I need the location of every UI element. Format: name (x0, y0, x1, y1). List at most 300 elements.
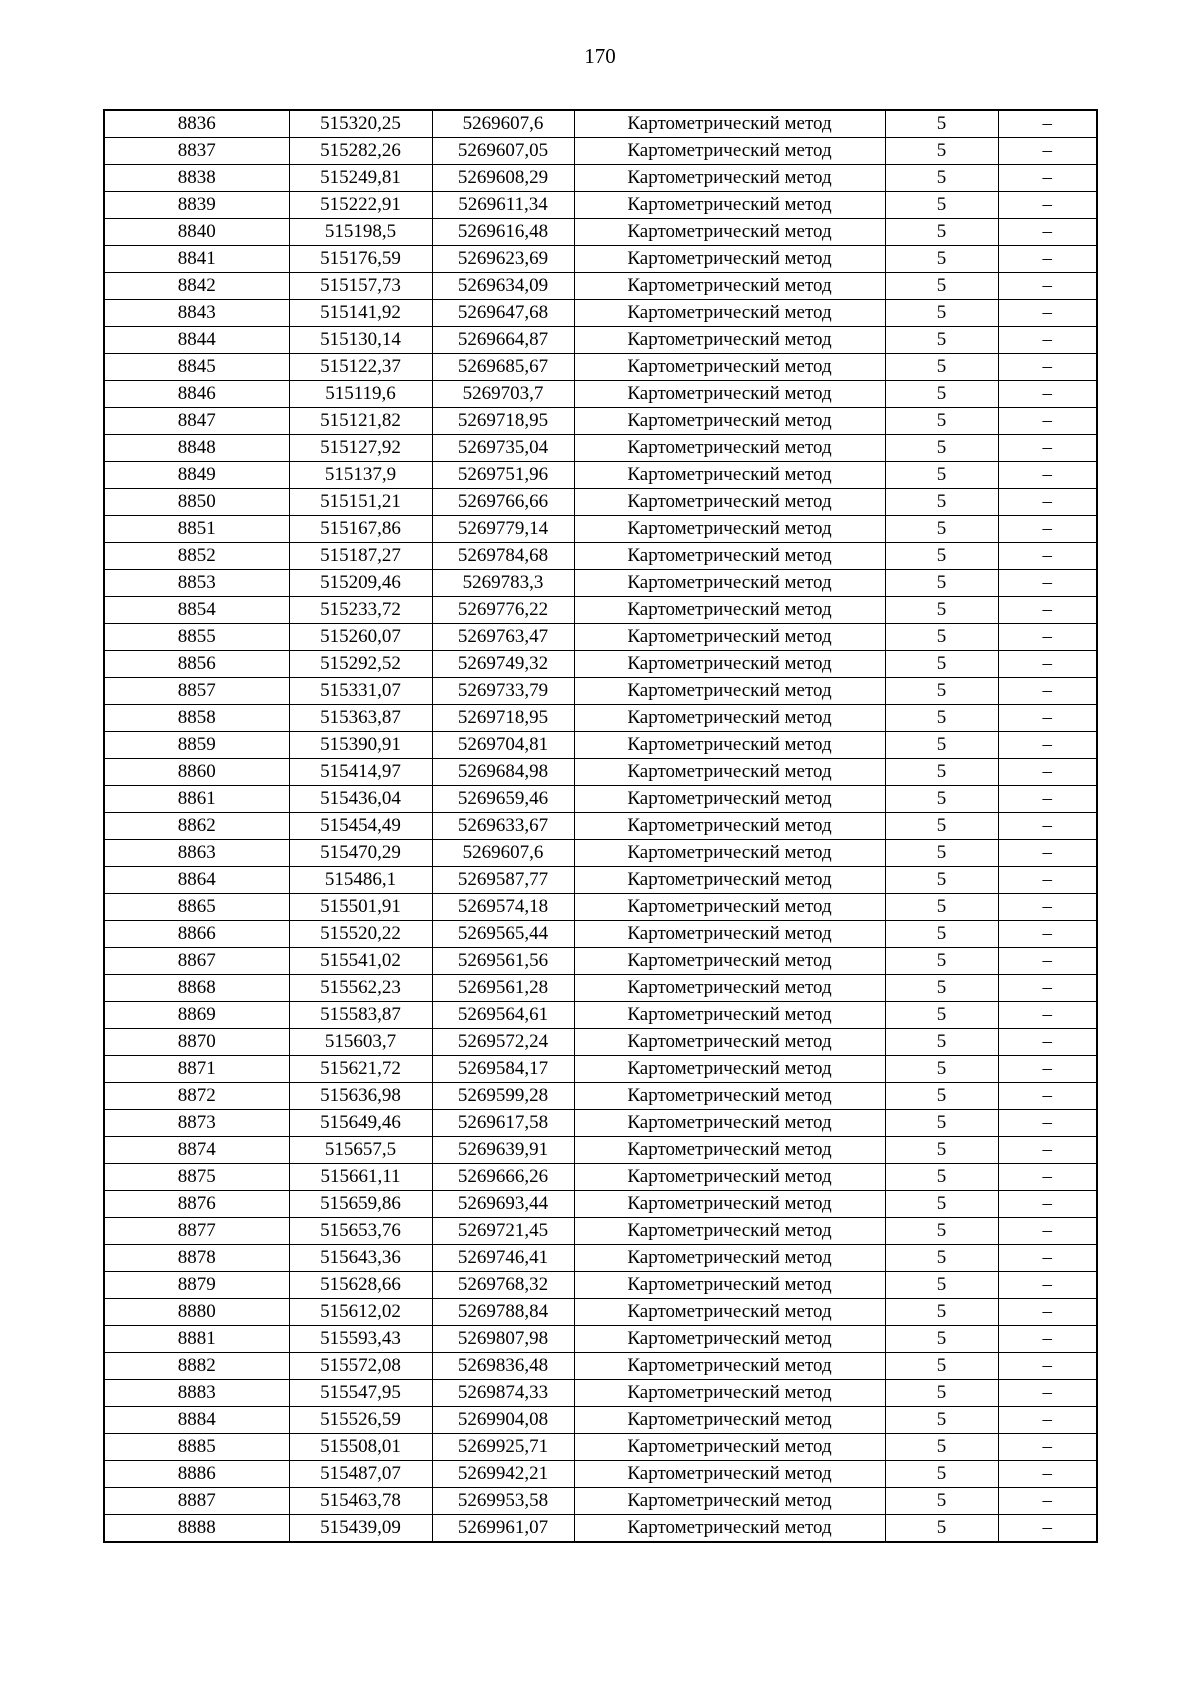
table-row (104, 1461, 1097, 1488)
method-cell: Картометрический метод (574, 813, 885, 840)
note-cell: – (998, 462, 1097, 489)
x-coordinate-cell: 515593,43 (289, 1326, 432, 1353)
point-number-cell: 8871 (104, 1056, 289, 1083)
note-cell: – (998, 678, 1097, 705)
note-cell: – (998, 1083, 1097, 1110)
accuracy-cell: 5 (885, 435, 998, 462)
method-cell: Картометрический метод (574, 921, 885, 948)
method-cell: Картометрический метод (574, 1299, 885, 1326)
y-coordinate-cell: 5269587,77 (432, 867, 574, 894)
point-number-cell: 8885 (104, 1434, 289, 1461)
point-number-cell: 8839 (104, 192, 289, 219)
x-coordinate-cell: 515487,07 (289, 1461, 432, 1488)
method-cell: Картометрический метод (574, 1137, 885, 1164)
x-coordinate-cell: 515643,36 (289, 1245, 432, 1272)
x-coordinate-cell: 515209,46 (289, 570, 432, 597)
method-cell: Картометрический метод (574, 1191, 885, 1218)
y-coordinate-cell: 5269623,69 (432, 246, 574, 273)
note-cell: – (998, 1218, 1097, 1245)
table-row (104, 327, 1097, 354)
note-cell: – (998, 1164, 1097, 1191)
note-cell: – (998, 651, 1097, 678)
table-row (104, 1515, 1097, 1543)
table-row (104, 543, 1097, 570)
x-coordinate-cell: 515562,23 (289, 975, 432, 1002)
method-cell: Картометрический метод (574, 1434, 885, 1461)
method-cell: Картометрический метод (574, 1461, 885, 1488)
x-coordinate-cell: 515657,5 (289, 1137, 432, 1164)
accuracy-cell: 5 (885, 219, 998, 246)
table-row (104, 1056, 1097, 1083)
y-coordinate-cell: 5269584,17 (432, 1056, 574, 1083)
method-cell: Картометрический метод (574, 570, 885, 597)
note-cell: – (998, 381, 1097, 408)
x-coordinate-cell: 515649,46 (289, 1110, 432, 1137)
table-row (104, 138, 1097, 165)
y-coordinate-cell: 5269953,58 (432, 1488, 574, 1515)
note-cell: – (998, 894, 1097, 921)
accuracy-cell: 5 (885, 408, 998, 435)
y-coordinate-cell: 5269659,46 (432, 786, 574, 813)
note-cell: – (998, 786, 1097, 813)
accuracy-cell: 5 (885, 813, 998, 840)
y-coordinate-cell: 5269572,24 (432, 1029, 574, 1056)
x-coordinate-cell: 515137,9 (289, 462, 432, 489)
accuracy-cell: 5 (885, 273, 998, 300)
table-row (104, 219, 1097, 246)
x-coordinate-cell: 515363,87 (289, 705, 432, 732)
point-number-cell: 8859 (104, 732, 289, 759)
method-cell: Картометрический метод (574, 219, 885, 246)
method-cell: Картометрический метод (574, 1407, 885, 1434)
x-coordinate-cell: 515119,6 (289, 381, 432, 408)
note-cell: – (998, 1110, 1097, 1137)
note-cell: – (998, 597, 1097, 624)
method-cell: Картометрический метод (574, 1002, 885, 1029)
note-cell: – (998, 1245, 1097, 1272)
point-number-cell: 8863 (104, 840, 289, 867)
accuracy-cell: 5 (885, 1326, 998, 1353)
y-coordinate-cell: 5269784,68 (432, 543, 574, 570)
y-coordinate-cell: 5269718,95 (432, 408, 574, 435)
method-cell: Картометрический метод (574, 381, 885, 408)
table-row (104, 597, 1097, 624)
accuracy-cell: 5 (885, 651, 998, 678)
accuracy-cell: 5 (885, 489, 998, 516)
x-coordinate-cell: 515541,02 (289, 948, 432, 975)
accuracy-cell: 5 (885, 1515, 998, 1543)
accuracy-cell: 5 (885, 1407, 998, 1434)
method-cell: Картометрический метод (574, 138, 885, 165)
method-cell: Картометрический метод (574, 624, 885, 651)
point-number-cell: 8842 (104, 273, 289, 300)
accuracy-cell: 5 (885, 1245, 998, 1272)
method-cell: Картометрический метод (574, 678, 885, 705)
method-cell: Картометрический метод (574, 867, 885, 894)
note-cell: – (998, 327, 1097, 354)
y-coordinate-cell: 5269616,48 (432, 219, 574, 246)
accuracy-cell: 5 (885, 1299, 998, 1326)
point-number-cell: 8860 (104, 759, 289, 786)
y-coordinate-cell: 5269633,67 (432, 813, 574, 840)
accuracy-cell: 5 (885, 1461, 998, 1488)
x-coordinate-cell: 515547,95 (289, 1380, 432, 1407)
table-row (104, 1353, 1097, 1380)
x-coordinate-cell: 515612,02 (289, 1299, 432, 1326)
method-cell: Картометрический метод (574, 462, 885, 489)
y-coordinate-cell: 5269904,08 (432, 1407, 574, 1434)
method-cell: Картометрический метод (574, 489, 885, 516)
note-cell: – (998, 759, 1097, 786)
point-number-cell: 8853 (104, 570, 289, 597)
note-cell: – (998, 921, 1097, 948)
accuracy-cell: 5 (885, 948, 998, 975)
accuracy-cell: 5 (885, 1488, 998, 1515)
method-cell: Картометрический метод (574, 1380, 885, 1407)
accuracy-cell: 5 (885, 1191, 998, 1218)
table-row (104, 1110, 1097, 1137)
note-cell: – (998, 489, 1097, 516)
table-row (104, 1380, 1097, 1407)
table-row (104, 110, 1097, 138)
method-cell: Картометрический метод (574, 1245, 885, 1272)
table-row (104, 1002, 1097, 1029)
point-number-cell: 8870 (104, 1029, 289, 1056)
point-number-cell: 8861 (104, 786, 289, 813)
x-coordinate-cell: 515167,86 (289, 516, 432, 543)
accuracy-cell: 5 (885, 327, 998, 354)
accuracy-cell: 5 (885, 975, 998, 1002)
y-coordinate-cell: 5269783,3 (432, 570, 574, 597)
note-cell: – (998, 813, 1097, 840)
table-row (104, 1488, 1097, 1515)
point-number-cell: 8843 (104, 300, 289, 327)
table-row (104, 786, 1097, 813)
y-coordinate-cell: 5269617,58 (432, 1110, 574, 1137)
y-coordinate-cell: 5269942,21 (432, 1461, 574, 1488)
y-coordinate-cell: 5269704,81 (432, 732, 574, 759)
note-cell: – (998, 948, 1097, 975)
x-coordinate-cell: 515621,72 (289, 1056, 432, 1083)
y-coordinate-cell: 5269751,96 (432, 462, 574, 489)
note-cell: – (998, 1191, 1097, 1218)
x-coordinate-cell: 515157,73 (289, 273, 432, 300)
table-row (104, 759, 1097, 786)
table-row (104, 1407, 1097, 1434)
x-coordinate-cell: 515130,14 (289, 327, 432, 354)
x-coordinate-cell: 515260,07 (289, 624, 432, 651)
x-coordinate-cell: 515151,21 (289, 489, 432, 516)
method-cell: Картометрический метод (574, 1056, 885, 1083)
point-number-cell: 8883 (104, 1380, 289, 1407)
y-coordinate-cell: 5269749,32 (432, 651, 574, 678)
table-row (104, 1245, 1097, 1272)
point-number-cell: 8847 (104, 408, 289, 435)
y-coordinate-cell: 5269664,87 (432, 327, 574, 354)
point-number-cell: 8875 (104, 1164, 289, 1191)
note-cell: – (998, 1002, 1097, 1029)
point-number-cell: 8848 (104, 435, 289, 462)
note-cell: – (998, 138, 1097, 165)
coordinates-table (103, 109, 1098, 1543)
table-row (104, 489, 1097, 516)
method-cell: Картометрический метод (574, 516, 885, 543)
x-coordinate-cell: 515292,52 (289, 651, 432, 678)
method-cell: Картометрический метод (574, 948, 885, 975)
note-cell: – (998, 1380, 1097, 1407)
x-coordinate-cell: 515187,27 (289, 543, 432, 570)
y-coordinate-cell: 5269874,33 (432, 1380, 574, 1407)
table-row (104, 1218, 1097, 1245)
x-coordinate-cell: 515390,91 (289, 732, 432, 759)
point-number-cell: 8852 (104, 543, 289, 570)
accuracy-cell: 5 (885, 921, 998, 948)
method-cell: Картометрический метод (574, 273, 885, 300)
y-coordinate-cell: 5269564,61 (432, 1002, 574, 1029)
accuracy-cell: 5 (885, 1380, 998, 1407)
x-coordinate-cell: 515436,04 (289, 786, 432, 813)
note-cell: – (998, 1434, 1097, 1461)
note-cell: – (998, 1056, 1097, 1083)
point-number-cell: 8879 (104, 1272, 289, 1299)
method-cell: Картометрический метод (574, 110, 885, 138)
note-cell: – (998, 624, 1097, 651)
y-coordinate-cell: 5269776,22 (432, 597, 574, 624)
table-row (104, 1272, 1097, 1299)
method-cell: Картометрический метод (574, 354, 885, 381)
x-coordinate-cell: 515122,37 (289, 354, 432, 381)
accuracy-cell: 5 (885, 1002, 998, 1029)
table-row (104, 462, 1097, 489)
accuracy-cell: 5 (885, 1056, 998, 1083)
note-cell: – (998, 543, 1097, 570)
x-coordinate-cell: 515486,1 (289, 867, 432, 894)
note-cell: – (998, 1272, 1097, 1299)
x-coordinate-cell: 515603,7 (289, 1029, 432, 1056)
y-coordinate-cell: 5269607,6 (432, 110, 574, 138)
method-cell: Картометрический метод (574, 1326, 885, 1353)
note-cell: – (998, 110, 1097, 138)
y-coordinate-cell: 5269766,66 (432, 489, 574, 516)
note-cell: – (998, 1488, 1097, 1515)
y-coordinate-cell: 5269565,44 (432, 921, 574, 948)
y-coordinate-cell: 5269685,67 (432, 354, 574, 381)
y-coordinate-cell: 5269639,91 (432, 1137, 574, 1164)
table-row (104, 840, 1097, 867)
method-cell: Картометрический метод (574, 894, 885, 921)
method-cell: Картометрический метод (574, 408, 885, 435)
y-coordinate-cell: 5269721,45 (432, 1218, 574, 1245)
method-cell: Картометрический метод (574, 1218, 885, 1245)
y-coordinate-cell: 5269693,44 (432, 1191, 574, 1218)
y-coordinate-cell: 5269607,6 (432, 840, 574, 867)
accuracy-cell: 5 (885, 1029, 998, 1056)
note-cell: – (998, 1137, 1097, 1164)
y-coordinate-cell: 5269561,56 (432, 948, 574, 975)
y-coordinate-cell: 5269961,07 (432, 1515, 574, 1543)
table-row (104, 381, 1097, 408)
accuracy-cell: 5 (885, 165, 998, 192)
accuracy-cell: 5 (885, 138, 998, 165)
accuracy-cell: 5 (885, 1434, 998, 1461)
point-number-cell: 8855 (104, 624, 289, 651)
point-number-cell: 8857 (104, 678, 289, 705)
table-row (104, 705, 1097, 732)
point-number-cell: 8854 (104, 597, 289, 624)
y-coordinate-cell: 5269607,05 (432, 138, 574, 165)
y-coordinate-cell: 5269735,04 (432, 435, 574, 462)
note-cell: – (998, 1515, 1097, 1543)
table-row (104, 354, 1097, 381)
point-number-cell: 8888 (104, 1515, 289, 1543)
x-coordinate-cell: 515233,72 (289, 597, 432, 624)
note-cell: – (998, 408, 1097, 435)
x-coordinate-cell: 515572,08 (289, 1353, 432, 1380)
method-cell: Картометрический метод (574, 300, 885, 327)
point-number-cell: 8850 (104, 489, 289, 516)
table-row (104, 1191, 1097, 1218)
method-cell: Картометрический метод (574, 435, 885, 462)
note-cell: – (998, 219, 1097, 246)
y-coordinate-cell: 5269647,68 (432, 300, 574, 327)
point-number-cell: 8880 (104, 1299, 289, 1326)
x-coordinate-cell: 515198,5 (289, 219, 432, 246)
x-coordinate-cell: 515249,81 (289, 165, 432, 192)
accuracy-cell: 5 (885, 1164, 998, 1191)
table-row (104, 516, 1097, 543)
x-coordinate-cell: 515526,59 (289, 1407, 432, 1434)
x-coordinate-cell: 515222,91 (289, 192, 432, 219)
note-cell: – (998, 570, 1097, 597)
table-row (104, 1083, 1097, 1110)
y-coordinate-cell: 5269788,84 (432, 1299, 574, 1326)
method-cell: Картометрический метод (574, 1083, 885, 1110)
method-cell: Картометрический метод (574, 840, 885, 867)
note-cell: – (998, 867, 1097, 894)
point-number-cell: 8868 (104, 975, 289, 1002)
accuracy-cell: 5 (885, 300, 998, 327)
x-coordinate-cell: 515331,07 (289, 678, 432, 705)
x-coordinate-cell: 515454,49 (289, 813, 432, 840)
point-number-cell: 8840 (104, 219, 289, 246)
note-cell: – (998, 1407, 1097, 1434)
method-cell: Картометрический метод (574, 165, 885, 192)
accuracy-cell: 5 (885, 1083, 998, 1110)
x-coordinate-cell: 515127,92 (289, 435, 432, 462)
table-row (104, 300, 1097, 327)
note-cell: – (998, 840, 1097, 867)
table-row (104, 1326, 1097, 1353)
note-cell: – (998, 1299, 1097, 1326)
table-row (104, 246, 1097, 273)
x-coordinate-cell: 515501,91 (289, 894, 432, 921)
table-row (104, 408, 1097, 435)
y-coordinate-cell: 5269608,29 (432, 165, 574, 192)
accuracy-cell: 5 (885, 110, 998, 138)
x-coordinate-cell: 515636,98 (289, 1083, 432, 1110)
method-cell: Картометрический метод (574, 705, 885, 732)
table-row (104, 948, 1097, 975)
method-cell: Картометрический метод (574, 786, 885, 813)
y-coordinate-cell: 5269574,18 (432, 894, 574, 921)
x-coordinate-cell: 515628,66 (289, 1272, 432, 1299)
method-cell: Картометрический метод (574, 1110, 885, 1137)
y-coordinate-cell: 5269611,34 (432, 192, 574, 219)
table-row (104, 651, 1097, 678)
table-row (104, 624, 1097, 651)
page-number: 170 (584, 44, 616, 68)
y-coordinate-cell: 5269634,09 (432, 273, 574, 300)
point-number-cell: 8878 (104, 1245, 289, 1272)
method-cell: Картометрический метод (574, 543, 885, 570)
point-number-cell: 8866 (104, 921, 289, 948)
table-row (104, 678, 1097, 705)
point-number-cell: 8849 (104, 462, 289, 489)
point-number-cell: 8872 (104, 1083, 289, 1110)
table-row (104, 975, 1097, 1002)
table-row (104, 570, 1097, 597)
y-coordinate-cell: 5269836,48 (432, 1353, 574, 1380)
point-number-cell: 8874 (104, 1137, 289, 1164)
point-number-cell: 8845 (104, 354, 289, 381)
accuracy-cell: 5 (885, 1110, 998, 1137)
x-coordinate-cell: 515414,97 (289, 759, 432, 786)
table-row (104, 1434, 1097, 1461)
method-cell: Картометрический метод (574, 1488, 885, 1515)
accuracy-cell: 5 (885, 894, 998, 921)
accuracy-cell: 5 (885, 354, 998, 381)
accuracy-cell: 5 (885, 570, 998, 597)
point-number-cell: 8886 (104, 1461, 289, 1488)
note-cell: – (998, 516, 1097, 543)
table-row (104, 273, 1097, 300)
note-cell: – (998, 273, 1097, 300)
note-cell: – (998, 300, 1097, 327)
accuracy-cell: 5 (885, 1137, 998, 1164)
note-cell: – (998, 165, 1097, 192)
table-row (104, 1137, 1097, 1164)
method-cell: Картометрический метод (574, 651, 885, 678)
point-number-cell: 8881 (104, 1326, 289, 1353)
accuracy-cell: 5 (885, 462, 998, 489)
accuracy-cell: 5 (885, 1218, 998, 1245)
accuracy-cell: 5 (885, 705, 998, 732)
accuracy-cell: 5 (885, 1353, 998, 1380)
point-number-cell: 8869 (104, 1002, 289, 1029)
y-coordinate-cell: 5269768,32 (432, 1272, 574, 1299)
table-row (104, 1029, 1097, 1056)
point-number-cell: 8862 (104, 813, 289, 840)
x-coordinate-cell: 515121,82 (289, 408, 432, 435)
point-number-cell: 8887 (104, 1488, 289, 1515)
table-row (104, 1299, 1097, 1326)
point-number-cell: 8873 (104, 1110, 289, 1137)
table-row (104, 1164, 1097, 1191)
point-number-cell: 8844 (104, 327, 289, 354)
coordinates-table-body (104, 110, 1097, 1542)
x-coordinate-cell: 515661,11 (289, 1164, 432, 1191)
y-coordinate-cell: 5269746,41 (432, 1245, 574, 1272)
note-cell: – (998, 354, 1097, 381)
method-cell: Картометрический метод (574, 246, 885, 273)
accuracy-cell: 5 (885, 759, 998, 786)
method-cell: Картометрический метод (574, 975, 885, 1002)
point-number-cell: 8877 (104, 1218, 289, 1245)
table-row (104, 435, 1097, 462)
point-number-cell: 8884 (104, 1407, 289, 1434)
note-cell: – (998, 1326, 1097, 1353)
table-row (104, 867, 1097, 894)
